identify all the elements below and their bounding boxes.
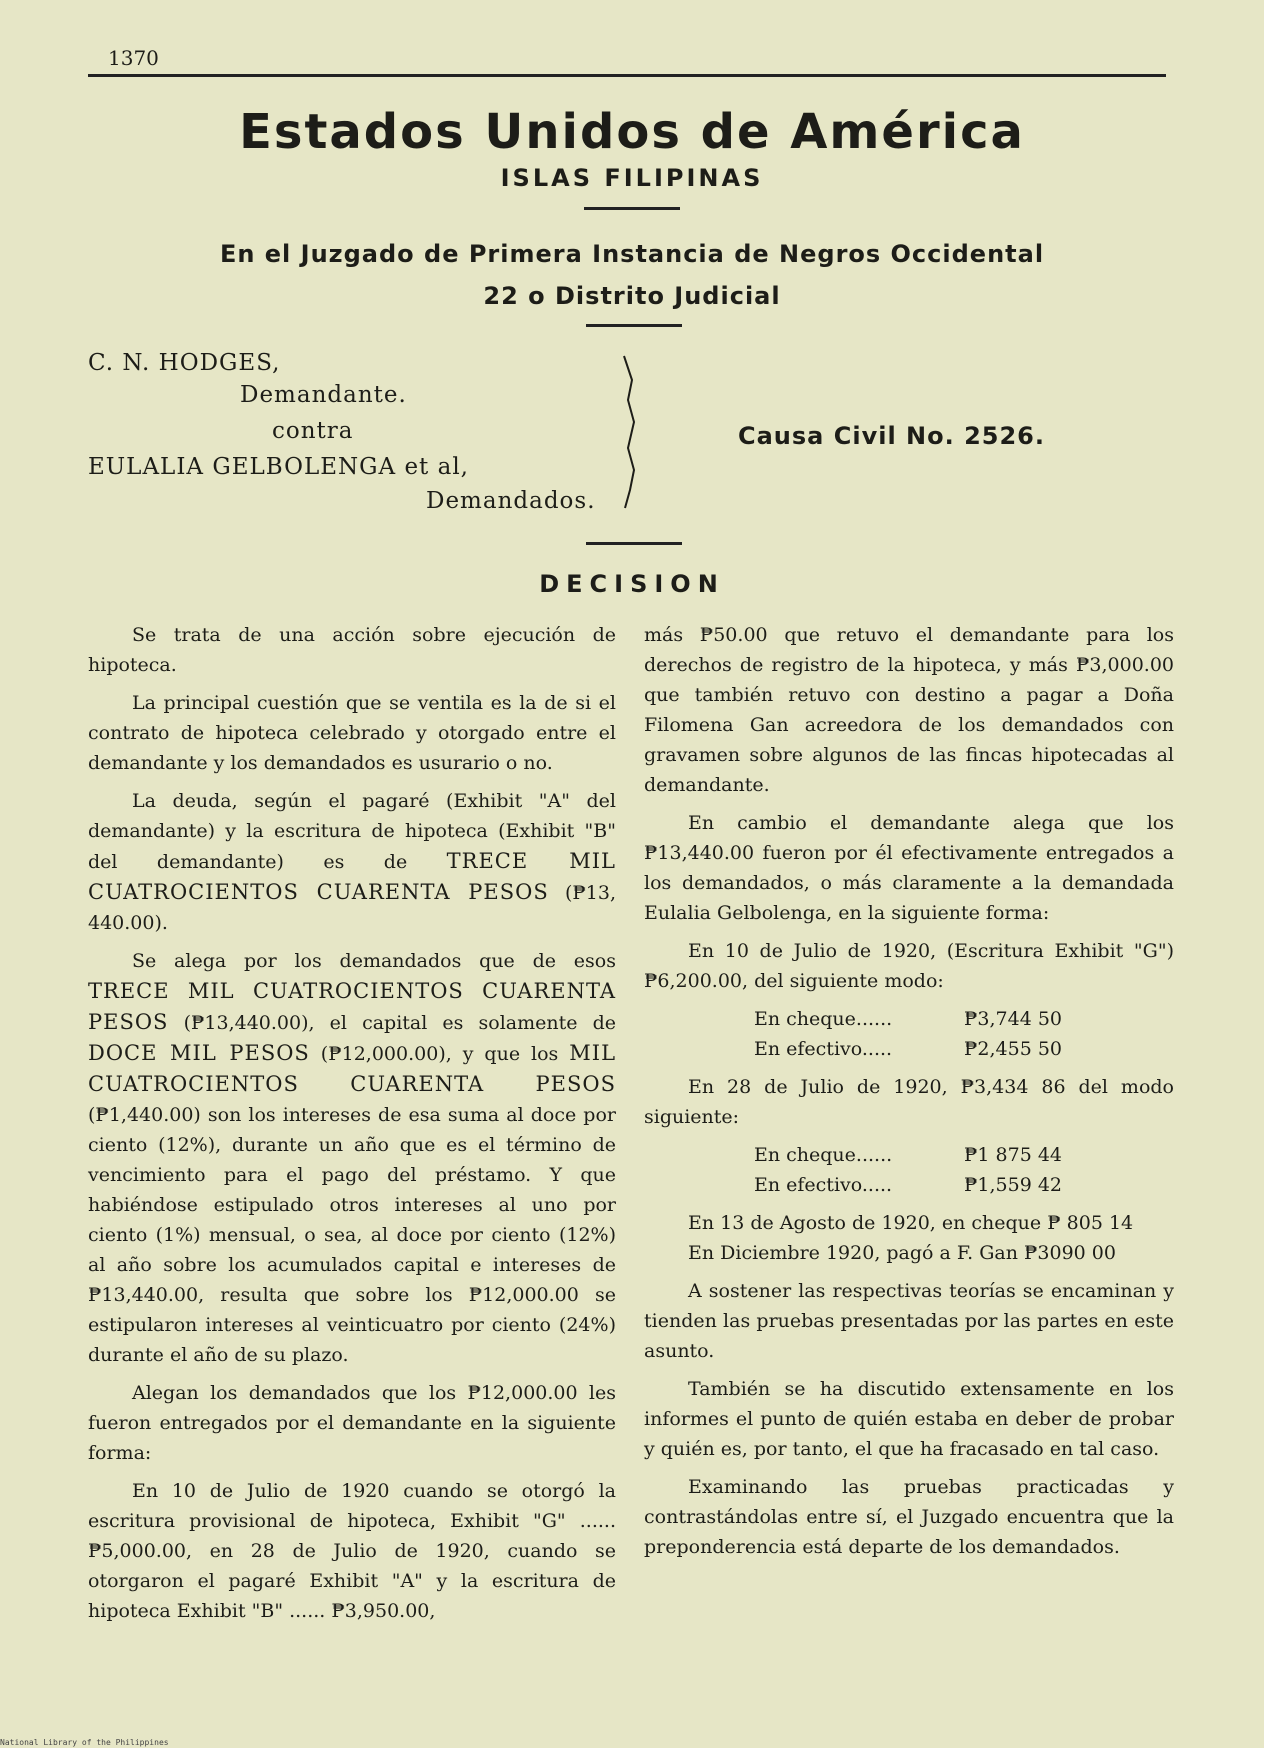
payment-label: En efectivo.....: [754, 1174, 893, 1196]
payment-row: [644, 1140, 1174, 1170]
case-number: Causa Civil No. 2526.: [738, 422, 1045, 450]
plaintiff-name: C. N. HODGES,: [88, 350, 281, 376]
paragraph: También se ha discutido extensamente en los informes el punto de quién estaba en deber de probar y quién es, por tanto, el que ha fracasado en tal caso.: [644, 1378, 1174, 1460]
decision-heading: DECISION: [539, 570, 725, 598]
paragraph: En 10 de Julio de 1920, (Escritura Exhibit "G") ₱6,200.00, del siguiente modo:: [644, 940, 1174, 992]
right-column: [644, 620, 1174, 1570]
payment-list: [644, 1140, 1174, 1200]
defendant-role: Demandados.: [426, 488, 596, 514]
paragraph: En Diciembre 1920, pagó a F. Gan ₱3090 00: [688, 1242, 1116, 1264]
paragraph: Se trata de una acción sobre ejecución de hipoteca.: [88, 624, 616, 676]
defendant-name: EULALIA GELBOLENGA et al,: [88, 454, 469, 480]
text-span: TRECE MIL CUATROCIENTOS CUARENTA PESOS: [88, 849, 616, 904]
paragraph: Examinando las pruebas practicadas y contrastándolas entre sí, el Juzgado encuentra que la preponderencia está departe de los demandados.: [644, 1476, 1174, 1558]
text-span: DOCE MIL PESOS: [88, 1041, 310, 1065]
payment-amount: ₱1,559 42: [964, 1174, 1063, 1196]
court-name: En el Juzgado de Primera Instancia de Negros Occidental: [219, 240, 1045, 268]
text-span: (₱1,440.00) son los intereses de esa suma al doce por ciento (12%), durante un año que es el término de vencimiento para el pago del préstamo. Y que habiéndose estipulado otros intereses al uno por ciento (1%) mensual, o sea, al doce por ciento (12%) al año sobre los acumulados capital e intereses de ₱13,440.00, resulta que sobre los ₱12,000.00 se estipularon intereses al veinticuatro por ciento (24%) durante el año de su plazo.: [88, 1104, 616, 1366]
brace-icon: [622, 352, 652, 512]
paragraph: A sostener las respectivas teorías se encaminan y tienden las pruebas presentadas por las partes en este asunto.: [644, 1280, 1174, 1362]
paragraph: Alegan los demandados que los ₱12,000.00 les fueron entregados por el demandante en la siguiente forma:: [88, 1382, 616, 1464]
text-span: La deuda, según el pagaré (Exhibit "A" del demandante) y la escritura de hipoteca (Exhibit "B" del demandante) es de: [88, 790, 616, 873]
library-watermark: National Library of the Philippines: [0, 1738, 169, 1747]
payment-label: En cheque......: [754, 1144, 893, 1166]
page-number: 1370: [108, 46, 159, 70]
payment-amount: ₱2,455 50: [964, 1038, 1063, 1060]
paragraph: En 13 de Agosto de 1920, en cheque ₱ 805 14: [688, 1212, 1134, 1234]
left-column: [88, 620, 616, 1634]
divider: [584, 207, 680, 210]
paragraph: La principal cuestión que se ventila es la de si el contrato de hipoteca celebrado y otorgado entre el demandante y los demandados es usurario o no.: [88, 692, 616, 774]
payment-amount: ₱3,744 50: [964, 1008, 1063, 1030]
document-subtitle: ISLAS FILIPINAS: [500, 164, 764, 192]
divider: [586, 542, 682, 545]
paragraph: [88, 786, 616, 938]
paragraph: En cambio el demandante alega que los ₱13,440.00 fueron por él efectivamente entregados a los demandados, o más claramente a la demandada Eulalia Gelbolenga, en la siguiente forma:: [644, 812, 1174, 924]
top-rule: [88, 74, 1166, 77]
text-span: (₱13, 440.00).: [88, 882, 616, 934]
payment-label: En cheque......: [754, 1008, 893, 1030]
paragraph: más ₱50.00 que retuvo el demandante para los derechos de registro de la hipoteca, y más ₱3,000.00 que también retuvo con destino a pagar a Doña Filomena Gan acreedora de los demandados con gravamen sobre algunos de las fincas hipotecadas al demandante.: [644, 624, 1174, 796]
text-span: (₱13,440.00), el capital es solamente de: [183, 1012, 616, 1034]
payment-row: [644, 1034, 1174, 1064]
text-span: (₱12,000.00), y que los: [320, 1043, 559, 1065]
paragraph: En 10 de Julio de 1920 cuando se otorgó la escritura provisional de hipoteca, Exhibit "G" ...... ₱5,000.00, en 28 de Julio de 1920, cuando se otorgaron el pagaré Exhibit "A" y la escritura de hipoteca Exhibit "B" ...... ₱3,950.00,: [88, 1480, 616, 1622]
payment-amount: ₱1 875 44: [964, 1144, 1063, 1166]
payment-row: [644, 1170, 1174, 1200]
payment-label: En efectivo.....: [754, 1038, 893, 1060]
divider: [586, 324, 682, 327]
payment-list: [644, 1004, 1174, 1064]
text-span: Se alega por los demandados que de esos: [132, 950, 616, 972]
court-district: 22 o Distrito Judicial: [483, 282, 781, 310]
text-span: TRECE MIL CUATROCIENTOS CUARENTA PESOS: [88, 979, 616, 1034]
plaintiff-role: Demandante.: [240, 382, 407, 408]
document-title: Estados Unidos de América: [239, 104, 1025, 160]
paragraph: [88, 946, 616, 1370]
payment-row: [644, 1004, 1174, 1034]
text-span: MIL CUATROCIENTOS CUARENTA PESOS: [88, 1041, 617, 1096]
paragraph: En 28 de Julio de 1920, ₱3,434 86 del modo siguiente:: [644, 1076, 1174, 1128]
versus-label: contra: [272, 418, 354, 444]
